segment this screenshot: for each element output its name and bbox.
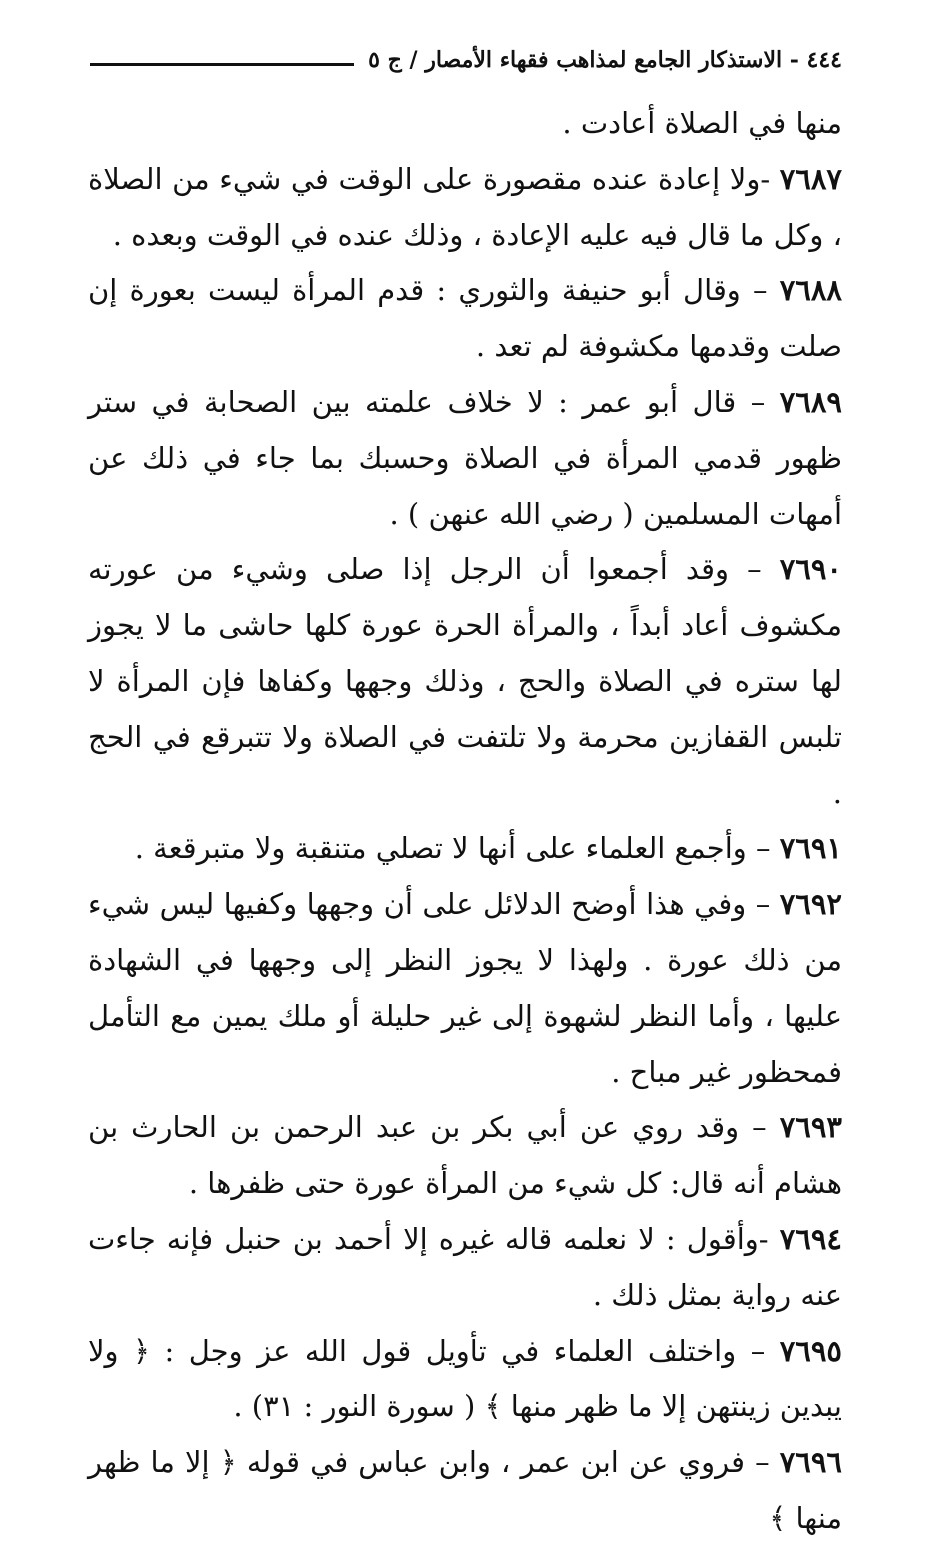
- paragraph-text: -ولا إعادة عنده مقصورة على الوقت في شيء من الصلاة ، وكل ما قال فيه عليه الإعادة ، وذلك عنده في الوقت وبعده .: [88, 161, 842, 252]
- page-body: [88, 96, 842, 1547]
- paragraph: [88, 821, 842, 877]
- header-rule: [90, 63, 354, 66]
- paragraph: [88, 877, 842, 1100]
- paragraph: [88, 1100, 842, 1212]
- paragraph-number: ٧٦٩٢: [779, 887, 843, 922]
- paragraph-number: ٧٦٨٨: [779, 273, 843, 308]
- paragraph-text: – فروي عن ابن عمر ، وابن عباس في قوله ﴿ إلا ما ظهر منها ﴾: [88, 1445, 842, 1535]
- paragraph-number: ٧٦٨٩: [779, 384, 843, 419]
- paragraph-number: ٧٦٩٠: [779, 552, 843, 587]
- paragraph-text: – وقد روي عن أبي بكر بن عبد الرحمن بن الحارث بن هشام أنه قال: كل شيء من المرأة عورة حتى ظفرها .: [88, 1110, 842, 1201]
- paragraph-text: – واختلف العلماء في تأويل قول الله عز وجل : ﴿ ولا يبدين زينتهن إلا ما ظهر منها ﴾ ( سورة النور : ٣١) .: [88, 1333, 842, 1424]
- paragraph-text: – وفي هذا أوضح الدلائل على أن وجهها وكفيها ليس شيء من ذلك عورة . ولهذا لا يجوز النظر إلى وجهها في الشهادة عليها ، وأما النظر لشهوة إلى غير حليلة أو ملك يمين مع التأمل فمحظور غير مباح .: [88, 887, 842, 1089]
- paragraph-number: ٧٦٩٣: [779, 1110, 842, 1145]
- paragraph-text: – وأجمع العلماء على أنها لا تصلي متنقبة ولا متبرقعة .: [134, 831, 771, 866]
- running-header: [90, 42, 842, 78]
- paragraph-number: ٧٦٨٧: [779, 161, 842, 196]
- paragraph-number: ٧٦٩٥: [779, 1333, 843, 1368]
- paragraph-number: ٧٦٩٦: [779, 1445, 842, 1480]
- paragraph: [88, 1324, 842, 1436]
- paragraph: [88, 542, 842, 821]
- paragraph: [88, 152, 842, 264]
- paragraph: [88, 263, 842, 375]
- paragraph-text: منها في الصلاة أعادت .: [562, 106, 842, 140]
- paragraph-text: -وأقول : لا نعلمه قاله غيره إلا أحمد بن حنبل فإنه جاءت عنه رواية بمثل ذلك .: [88, 1221, 842, 1312]
- paragraph-text: – قال أبو عمر : لا خلاف علمته بين الصحابة في ستر ظهور قدمي المرأة في الصلاة وحسبك بما جاء في ذلك عن أمهات المسلمين ( رضي الله عنهن ) .: [88, 384, 842, 531]
- paragraph-text: – وقد أجمعوا أن الرجل إذا صلى وشيء من عورته مكشوف أعاد أبداً ، والمرأة الحرة عورة كلها حاشى ما لا يجوز لها ستره في الصلاة والحج ، وذلك وجهها وكفاها فإن المرأة لا تلبس القفازين محرمة ولا تلتفت في الصلاة ولا تتبرقع في الحج .: [88, 552, 842, 810]
- paragraph-continuation: [88, 96, 842, 152]
- paragraph: [88, 1435, 842, 1547]
- paragraph: [88, 1212, 842, 1324]
- paragraph: [88, 375, 842, 542]
- paragraph-number: ٧٦٩١: [779, 831, 842, 866]
- paragraph-number: ٧٦٩٤: [779, 1221, 842, 1256]
- header-title: ٤٤٤ - الاستذكار الجامع لمذاهب فقهاء الأمصار / ج ٥: [354, 47, 842, 73]
- paragraph-text: – وقال أبو حنيفة والثوري : قدم المرأة ليست بعورة إن صلت وقدمها مكشوفة لم تعد .: [88, 273, 842, 364]
